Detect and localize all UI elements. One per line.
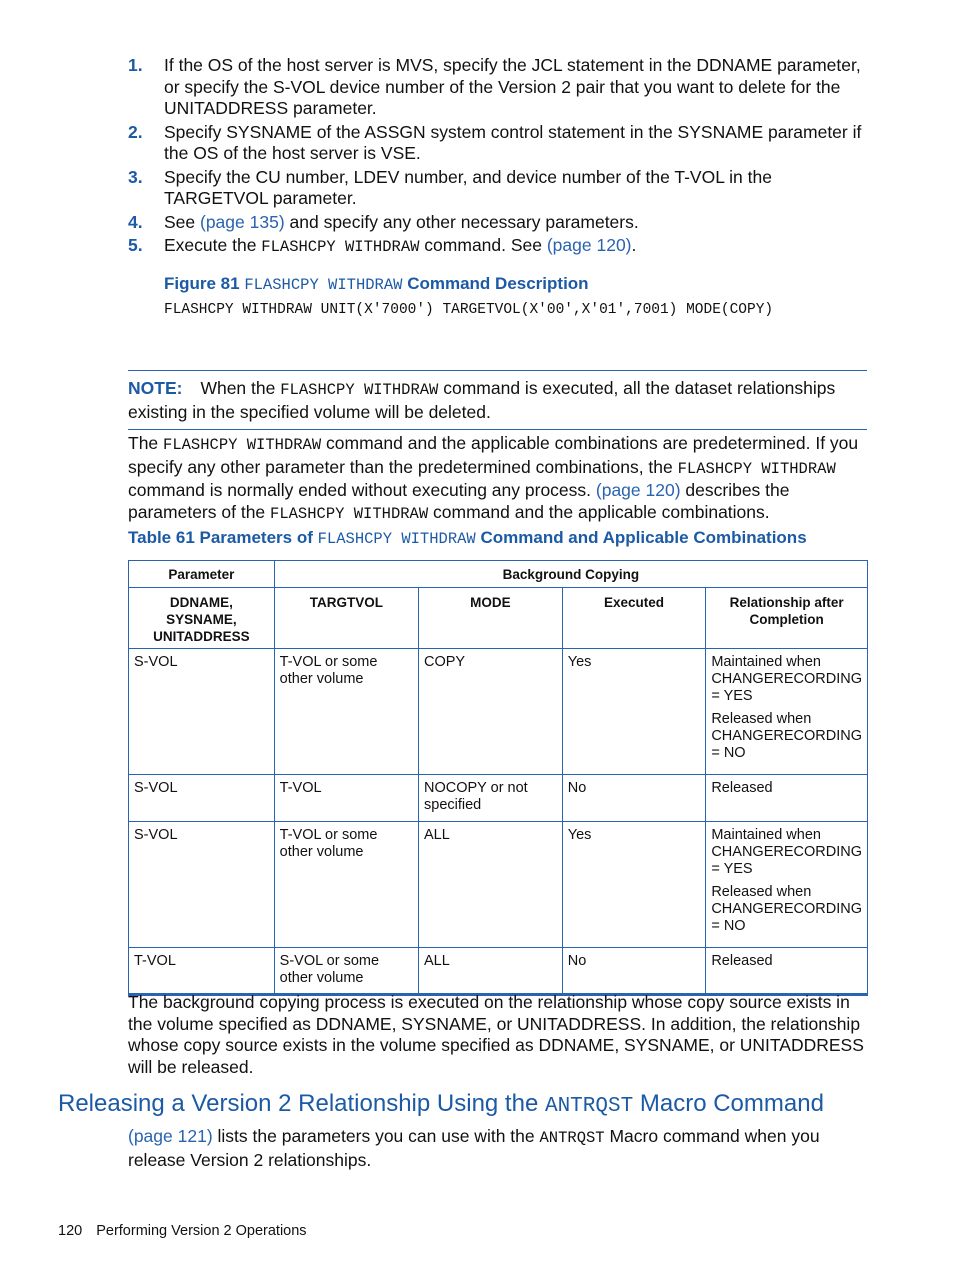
background-copy-paragraph: The background copying process is executed on the relationship whose copy source exists in the volume specified as DDNAME, SYSNAME, or UNITADDRESS. In addition, the relationship whose copy source exists in the volume specified as DDNAME, SYSNAME, or UNITADDRESS will be released. <box>128 992 864 1077</box>
table-row: S-VOL T-VOL or some other volume ALL Yes Maintained when CHANGERECORDING = YES Released when CHANGERECORDING = NO <box>129 822 868 948</box>
header-executed: Executed <box>562 588 706 649</box>
step-1: 1. If the OS of the host server is MVS, specify the JCL statement in the DDNAME parameter, or specify the S-VOL device number of the Version 2 pair that you want to delete for the UNITADDRESS parameter. <box>128 55 861 118</box>
table-row: S-VOL T-VOL or some other volume COPY Yes Maintained when CHANGERECORDING = YES Released when CHANGERECORDING = NO <box>129 649 868 775</box>
table-title: Table 61 Parameters of FLASHCPY WITHDRAW Command and Applicable Combinations <box>128 528 807 548</box>
page-number: 120 <box>58 1223 83 1239</box>
chapter-title: Performing Version 2 Operations <box>96 1223 307 1239</box>
header-mode: MODE <box>419 588 563 649</box>
note-box: NOTE: When the FLASHCPY WITHDRAW command is executed, all the dataset relationships existing in the specified volume will be deleted. <box>128 370 867 430</box>
page-120-link[interactable]: (page 120) <box>595 480 681 500</box>
step-2: 2. Specify SYSNAME of the ASSGN system control statement in the SYSNAME parameter if the OS of the host server is VSE. <box>128 121 862 163</box>
step-4: 4. See (page 135) and specify any other necessary parameters. <box>128 211 639 232</box>
figure-title: Figure 81 FLASHCPY WITHDRAW Command Description <box>164 274 589 294</box>
parameters-table <box>128 560 868 996</box>
antrqst-paragraph: (page 121) lists the parameters you can use with the ANTRQST Macro command when you release Version 2 relationships. <box>128 1126 820 1170</box>
figure-code-example: FLASHCPY WITHDRAW UNIT(X'7000') TARGETVOL(X'00',X'01',7001) MODE(COPY) <box>164 302 774 318</box>
section-heading: Releasing a Version 2 Relationship Using the ANTRQST Macro Command <box>58 1090 824 1118</box>
step-5: 5. Execute the FLASHCPY WITHDRAW command. See (page 120). <box>128 235 637 256</box>
header-relationship: Relationship after Completion <box>706 588 868 649</box>
page-120-link[interactable]: (page 120) <box>546 235 632 255</box>
page-footer <box>58 1223 307 1239</box>
intro-paragraph: The FLASHCPY WITHDRAW command and the applicable combinations are predetermined. If you specify any other parameter than the predetermined combinations, the FLASHCPY WITHDRAW command is normally ended without executing any process. (page 120) describes the parameters of the FLASHCPY WITHDRAW command and the applicable combinations. <box>128 433 859 523</box>
step-3: 3. Specify the CU number, LDEV number, and device number of the T-VOL in the TARGETVOL parameter. <box>128 166 772 208</box>
header-background-copying: Background Copying <box>274 561 867 588</box>
page-135-link[interactable]: (page 135) <box>200 211 285 232</box>
page-121-link[interactable]: (page 121) <box>128 1126 213 1146</box>
table-row: S-VOL T-VOL NOCOPY or not specified No Released <box>129 775 868 822</box>
header-targtvol: TARGTVOL <box>274 588 418 649</box>
table-row: T-VOL S-VOL or some other volume ALL No Released <box>129 948 868 995</box>
header-ddname: DDNAME, SYSNAME, UNITADDRESS <box>129 588 275 649</box>
header-parameter: Parameter <box>129 561 275 588</box>
procedure-steps <box>128 55 868 261</box>
